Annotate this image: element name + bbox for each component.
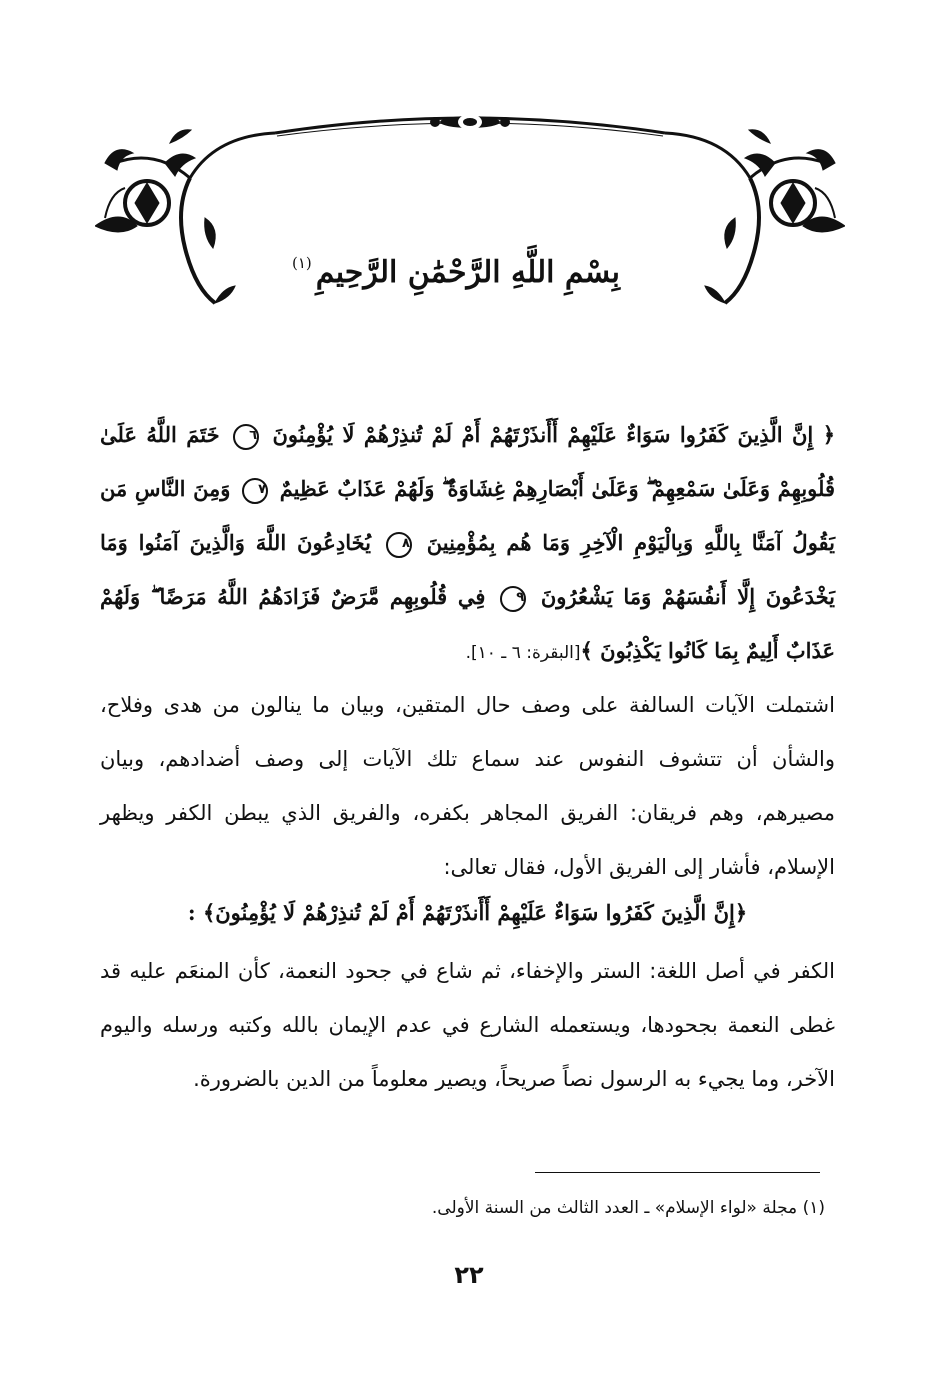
verse-8: وَمِنَ النَّاسِ مَن يَقُولُ آمَنَّا بِاللَّهِ وَبِالْيَوْمِ الْآخِرِ وَمَا هُم بِمُؤْمِنِينَ <box>100 476 836 555</box>
footnote-text: مجلة «لواء الإسلام» ـ العدد الثالث من السنة الأولى. <box>431 1198 798 1218</box>
quran-close-bracket: ﴾ <box>580 639 593 663</box>
ayah-number-6: ٦ <box>233 424 259 450</box>
quote-close-bracket: ﴾ <box>202 901 216 925</box>
basmala-footnote-mark: (١) <box>291 254 312 272</box>
paragraph-2: الكفر في أصل اللغة: الستر والإخفاء، ثم شاع في جحود النعمة، كأن المنعَم عليه قد غطى النعمة بجحودها، ويستعمله الشارع في عدم الإيمان بالله وكتبه ورسله واليوم الآخر، وما يجيء به الرسول نصاً صريحاً، ويصير معلوماً من الدين بالضرورة. <box>100 959 835 1091</box>
quran-open-bracket: ﴿ <box>822 423 836 447</box>
basmala-heading <box>291 238 620 290</box>
verse-9: يُخَادِعُونَ اللَّهَ وَالَّذِينَ آمَنُوا وَمَا يَخْدَعُونَ إِلَّا أَنفُسَهُمْ وَمَا يَشْعُرُونَ <box>100 530 836 609</box>
paragraph-1: اشتملت الآيات السالفة على وصف حال المتقين، وبيان ما ينالون من هدى وفلاح، والشأن أن تتشوف النفوس عند سماع تلك الآيات إلى وصف أضدادهم، وبيان مصيرهم، وهم فريقان: الفريق المجاهر بكفره، والفريق الذي يبطن الكفر ويظهر الإسلام، فأشار إلى الفريق الأول، فقال تعالى: <box>100 693 835 879</box>
footnote-mark: (١) <box>802 1198 825 1218</box>
footnote-divider <box>535 1172 820 1173</box>
ayah-number-7: ٧ <box>242 478 268 504</box>
quoted-verse-line <box>100 886 835 940</box>
quote-open-bracket: ﴿ <box>734 901 748 925</box>
verse-6: إِنَّ الَّذِينَ كَفَرُوا سَوَاءٌ عَلَيْهِمْ أَأَنذَرْتَهُمْ أَمْ لَمْ تُنذِرْهُمْ لَا يُؤْمِنُونَ <box>272 422 814 447</box>
basmala-text: بِسْمِ اللَّهِ الرَّحْمَٰنِ الرَّحِيمِ <box>315 255 620 290</box>
quran-verses <box>100 408 835 680</box>
verse-10: فِي قُلُوبِهِم مَّرَضٌ فَزَادَهُمُ اللَّهُ مَرَضًا ۖ وَلَهُمْ عَذَابٌ أَلِيمٌ بِمَا كَانُوا يَكْذِبُونَ <box>100 584 835 663</box>
quoted-verse-suffix: : <box>187 900 196 925</box>
footnote <box>100 1193 825 1223</box>
verse-reference: [البقرة: ٦ ـ ١٠]. <box>465 643 581 663</box>
quoted-verse: إِنَّ الَّذِينَ كَفَرُوا سَوَاءٌ عَلَيْهِمْ أَأَنذَرْتَهُمْ أَمْ لَمْ تُنذِرْهُمْ لَا يُؤْمِنُونَ <box>215 900 735 925</box>
verse-7: خَتَمَ اللَّهُ عَلَىٰ قُلُوبِهِمْ وَعَلَىٰ سَمْعِهِمْ ۖ وَعَلَىٰ أَبْصَارِهِمْ غِشَاوَةٌ ۖ وَلَهُمْ عَذَابٌ عَظِيمٌ <box>100 422 836 501</box>
ayah-number-9: ٩ <box>500 586 526 612</box>
page-number: ٢٢ <box>454 1261 484 1289</box>
ayah-number-8: ٨ <box>386 532 412 558</box>
